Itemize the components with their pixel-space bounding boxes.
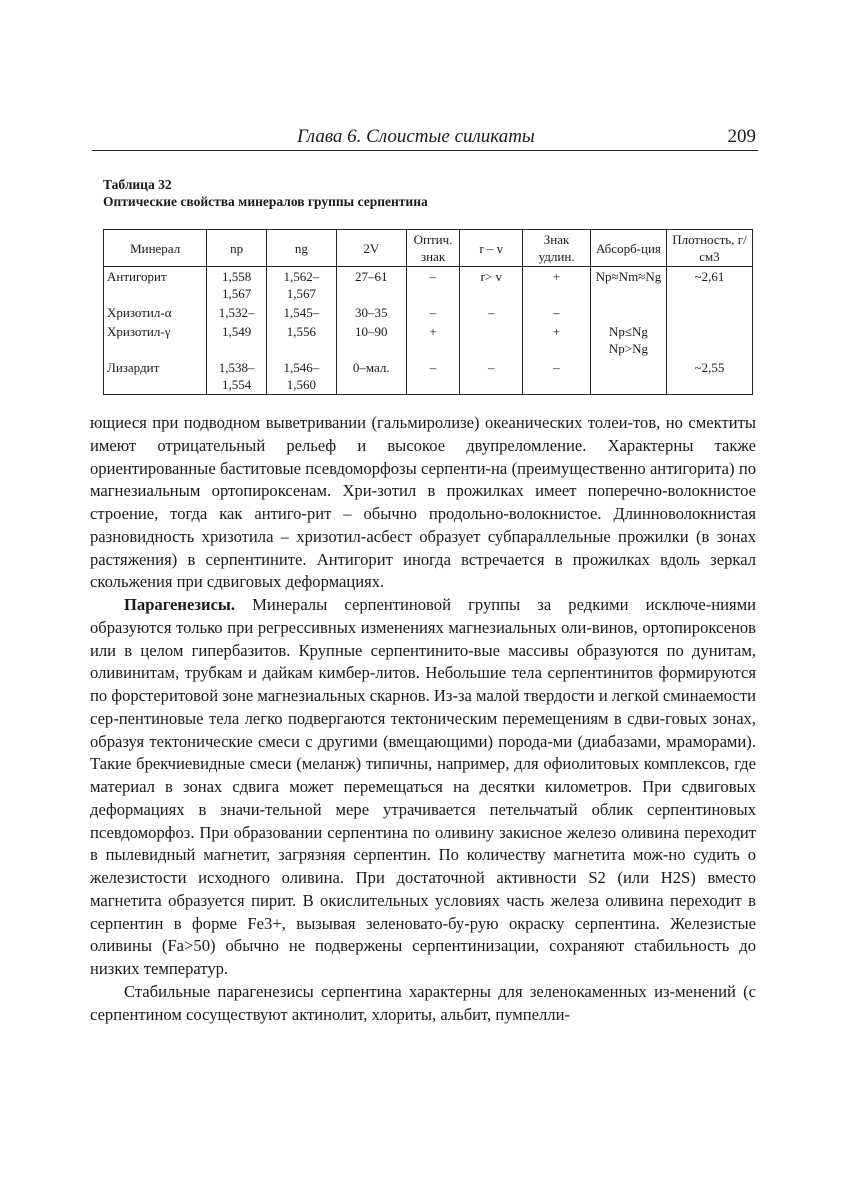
- chapter-title: Глава 6. Слоистые силикаты: [297, 126, 535, 147]
- col-header: Оптич. знак: [406, 230, 460, 267]
- table-cell: 10–90: [336, 322, 406, 358]
- paragraph-text: ющиеся при подводном выветривании (гальмиролизе) океанических толеи-тов, но смектиты имеют отрицательный рельеф и высокое двупреломление. Характерны также ориентированные баститовые псевдоморфозы серпенти-на (преимущественно антигорита) по магнезиальным ортопироксенам. Хри-зотил в прожилках имеет поперечно-волокнистое строение, тогда как антиго-рит – обычно продольно-волокнистое. Длинноволокнистая разновидность хризотила – хризотил-асбест образует субпараллельные прожилки (в зонах растяжения) в серпентините. Антигорит иногда встречается в прожилках вдоль зеркал скольжения при сдвиговых деформациях.: [90, 413, 756, 592]
- paragraph-lead: Парагенезисы.: [124, 595, 236, 614]
- page-number: 209: [727, 126, 756, 147]
- table-cell: –: [523, 303, 591, 322]
- table-cell: 1,532–: [207, 303, 267, 322]
- paragraph: [90, 594, 756, 981]
- table-caption: [103, 176, 428, 210]
- table-cell: 30–35: [336, 303, 406, 322]
- table-cell: [460, 322, 523, 358]
- paragraph-text: Минералы серпентиновой группы за редкими исключе-ниями образуются только при регрессивных изменениях магнезиальных оли-винов, ортопироксенов или в целом гипербазитов. Крупные серпентинито-вые массивы образуются по дунитам, оливинитам, трубкам и дайкам кимбер-литов. Небольшие тела серпентинитов формируются по форстеритовой зоне магнезиальных скарнов. Из-за малой твердости и легкой сминаемости сер-пентиновые тела легко подвергаются тектоническим перемещениям в сдви-говых зонах, образуя тектонические смеси с другими (вмещающими) порода-ми (диабазами, мраморами). Такие брекчиевидные смеси (меланж) типичны, например, для офиолитовых комплексов, где материал в зонах сдвига может перемещаться на десятки километров. При сдвиговых деформациях в значи-тельной мере утрачивается петельчатый облик серпентиновых псевдоморфоз. При образовании серпентина по оливину закисное железо оливина переходит в пылевидный магнетит, загрязняя серпентин. По количеству магнетита мож-но судить о железистости исходного оливина. При достаточной активности S2 (или H2S) вместо магнетита образуется пирит. В окислительных условиях часть железа оливина переходит в серпентин в форме Fe3+, вызывая зеленовато-бу-рую окраску серпентина. Железистые оливины (Fa>50) обычно не подвержены серпентинизации, сохраняют стабильность до низких температур.: [90, 595, 756, 978]
- col-header: r – v: [460, 230, 523, 267]
- paragraph-text: Стабильные парагенезисы серпентина характерны для зеленокаменных из-менений (с серпентином сосуществуют актинолит, хлориты, альбит, пумпелли-: [90, 981, 756, 1024]
- table-cell: Хризотил-α: [104, 303, 207, 322]
- table-cell: +: [523, 267, 591, 304]
- paragraph: [90, 981, 756, 1027]
- table-row: [104, 267, 753, 304]
- table-cell: +: [523, 322, 591, 358]
- table-cell: 0–мал.: [336, 358, 406, 395]
- table-header-row: [104, 230, 753, 267]
- table-cell: 1,558 1,567: [207, 267, 267, 304]
- paragraph: [90, 412, 756, 594]
- table-cell: –: [406, 303, 460, 322]
- table-cell: –: [523, 358, 591, 395]
- table-cell: [666, 322, 752, 358]
- table-cell: 1,549: [207, 322, 267, 358]
- col-header: Абсорб-ция: [590, 230, 666, 267]
- table-row: [104, 303, 753, 322]
- table-body: [104, 267, 753, 395]
- col-header: ng: [267, 230, 337, 267]
- table-cell: [666, 303, 752, 322]
- table-cell: 1,545–: [267, 303, 337, 322]
- col-header: Знак удлин.: [523, 230, 591, 267]
- table-cell: Лизардит: [104, 358, 207, 395]
- col-header: 2V: [336, 230, 406, 267]
- body-text: [90, 412, 756, 1026]
- col-header: Минерал: [104, 230, 207, 267]
- table-cell: 1,562– 1,567: [267, 267, 337, 304]
- table-row: [104, 358, 753, 395]
- table-cell: 27–61: [336, 267, 406, 304]
- table-cell: Хризотил-γ: [104, 322, 207, 358]
- table-title: Оптические свойства минералов группы серпентина: [103, 194, 428, 209]
- table-cell: Антигорит: [104, 267, 207, 304]
- table-number: Таблица 32: [103, 177, 172, 192]
- table-cell: [590, 303, 666, 322]
- table-cell: +: [406, 322, 460, 358]
- table-cell: 1,546– 1,560: [267, 358, 337, 395]
- table-cell: 1,556: [267, 322, 337, 358]
- table-cell: –: [406, 358, 460, 395]
- table-cell: Np≤Ng Np>Ng: [590, 322, 666, 358]
- table-cell: –: [460, 358, 523, 395]
- table-cell: Np≈Nm≈Ng: [590, 267, 666, 304]
- table-cell: –: [406, 267, 460, 304]
- table-cell: 1,538– 1,554: [207, 358, 267, 395]
- table-cell: [590, 358, 666, 395]
- mineral-properties-table: [103, 229, 753, 395]
- col-header: Плотность, г/см3: [666, 230, 752, 267]
- table-cell: r> v: [460, 267, 523, 304]
- table-cell: ~2,55: [666, 358, 752, 395]
- col-header: np: [207, 230, 267, 267]
- table-cell: –: [460, 303, 523, 322]
- table-cell: ~2,61: [666, 267, 752, 304]
- table-row: [104, 322, 753, 358]
- running-header: [92, 124, 758, 151]
